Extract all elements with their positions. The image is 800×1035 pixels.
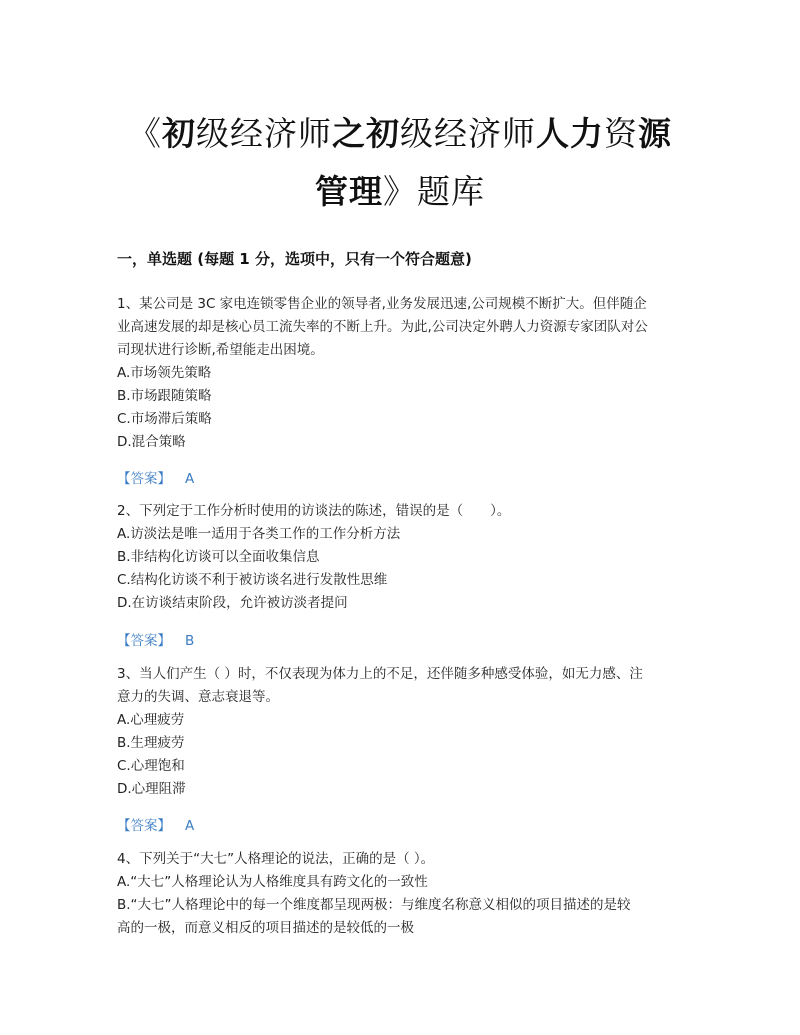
question-text: 司现状进行诊断,希望能走出困境。 (117, 342, 324, 358)
document-title (100, 105, 700, 221)
answer-label: 【答案】 (117, 633, 171, 649)
option-c: C.心理饱和 (117, 758, 185, 774)
title-part: 之初 (332, 114, 400, 153)
question-text: 1、某公司是 3C 家电连锁零售企业的领导者,业务发展迅速,公司规模不断扩大。但伴随企 (117, 296, 647, 312)
answer-label: 【答案】 (117, 471, 171, 487)
question-text: 业高速发展的却是核心员工流失率的不断上升。为此,公司决定外聘人力资源专家团队对公 (117, 319, 648, 335)
title-part: 管理 (315, 172, 383, 211)
question-2 (117, 500, 689, 615)
title-part: 人力 (536, 114, 604, 153)
answer-label: 【答案】 (117, 818, 171, 834)
option-b: B.市场跟随策略 (117, 388, 212, 404)
option-d: D.心理阻滞 (117, 781, 186, 797)
option-b-continued: 高的一极，而意义相反的项目描述的是较低的一极 (117, 920, 414, 936)
title-part: 级经济师 (196, 114, 332, 153)
answer-2 (117, 629, 194, 649)
title-line-2 (100, 163, 700, 221)
question-4 (117, 848, 689, 940)
title-part: 》题库 (383, 172, 485, 211)
question-text: 3、当人们产生（ ）时，不仅表现为体力上的不足，还伴随多种感受体验，如无力感、注 (117, 666, 643, 682)
option-a: A.“大七”人格理论认为人格维度具有跨文化的一致性 (117, 874, 428, 890)
option-c: C.市场滞后策略 (117, 411, 212, 427)
option-b: B.“大七”人格理论中的每一个维度都呈现两极：与维度名称意义相似的项目描述的是较 (117, 897, 631, 913)
title-part: 源 (638, 114, 672, 153)
answer-value: B (185, 633, 195, 649)
option-c: C.结构化访谈不利于被访谈名进行发散性思维 (117, 572, 388, 588)
title-part: 资 (604, 114, 638, 153)
option-d: D.在访谈结束阶段，允许被访淡者提问 (117, 595, 348, 611)
question-3 (117, 663, 689, 801)
section-heading: 一，单选题 (每题 1 分，选项中，只有一个符合题意) (117, 250, 472, 268)
option-d: D.混合策略 (117, 434, 186, 450)
answer-3 (117, 814, 194, 834)
question-text: 2、下列定于工作分析时使用的访谈法的陈述，错误的是（ ）。 (117, 503, 511, 519)
title-part: 级经济师 (400, 114, 536, 153)
option-a: A.市场领先策略 (117, 365, 212, 381)
option-a: A.访淡法是唯一适用于各类工作的工作分析方法 (117, 526, 401, 542)
question-1 (117, 293, 689, 454)
answer-1 (117, 467, 194, 487)
title-part: 初 (162, 114, 196, 153)
option-b: B.非结构化访谈可以全面收集信息 (117, 549, 320, 565)
answer-value: A (185, 818, 195, 834)
title-line-1 (100, 105, 700, 163)
option-a: A.心理疲劳 (117, 712, 185, 728)
question-text: 4、下列关于“大七”人格理论的说法，正确的是（ ）。 (117, 851, 435, 867)
title-part: 《 (128, 114, 162, 153)
option-b: B.生理疲劳 (117, 735, 185, 751)
answer-value: A (185, 471, 195, 487)
question-text: 意力的失调、意志衰退等。 (117, 689, 279, 705)
